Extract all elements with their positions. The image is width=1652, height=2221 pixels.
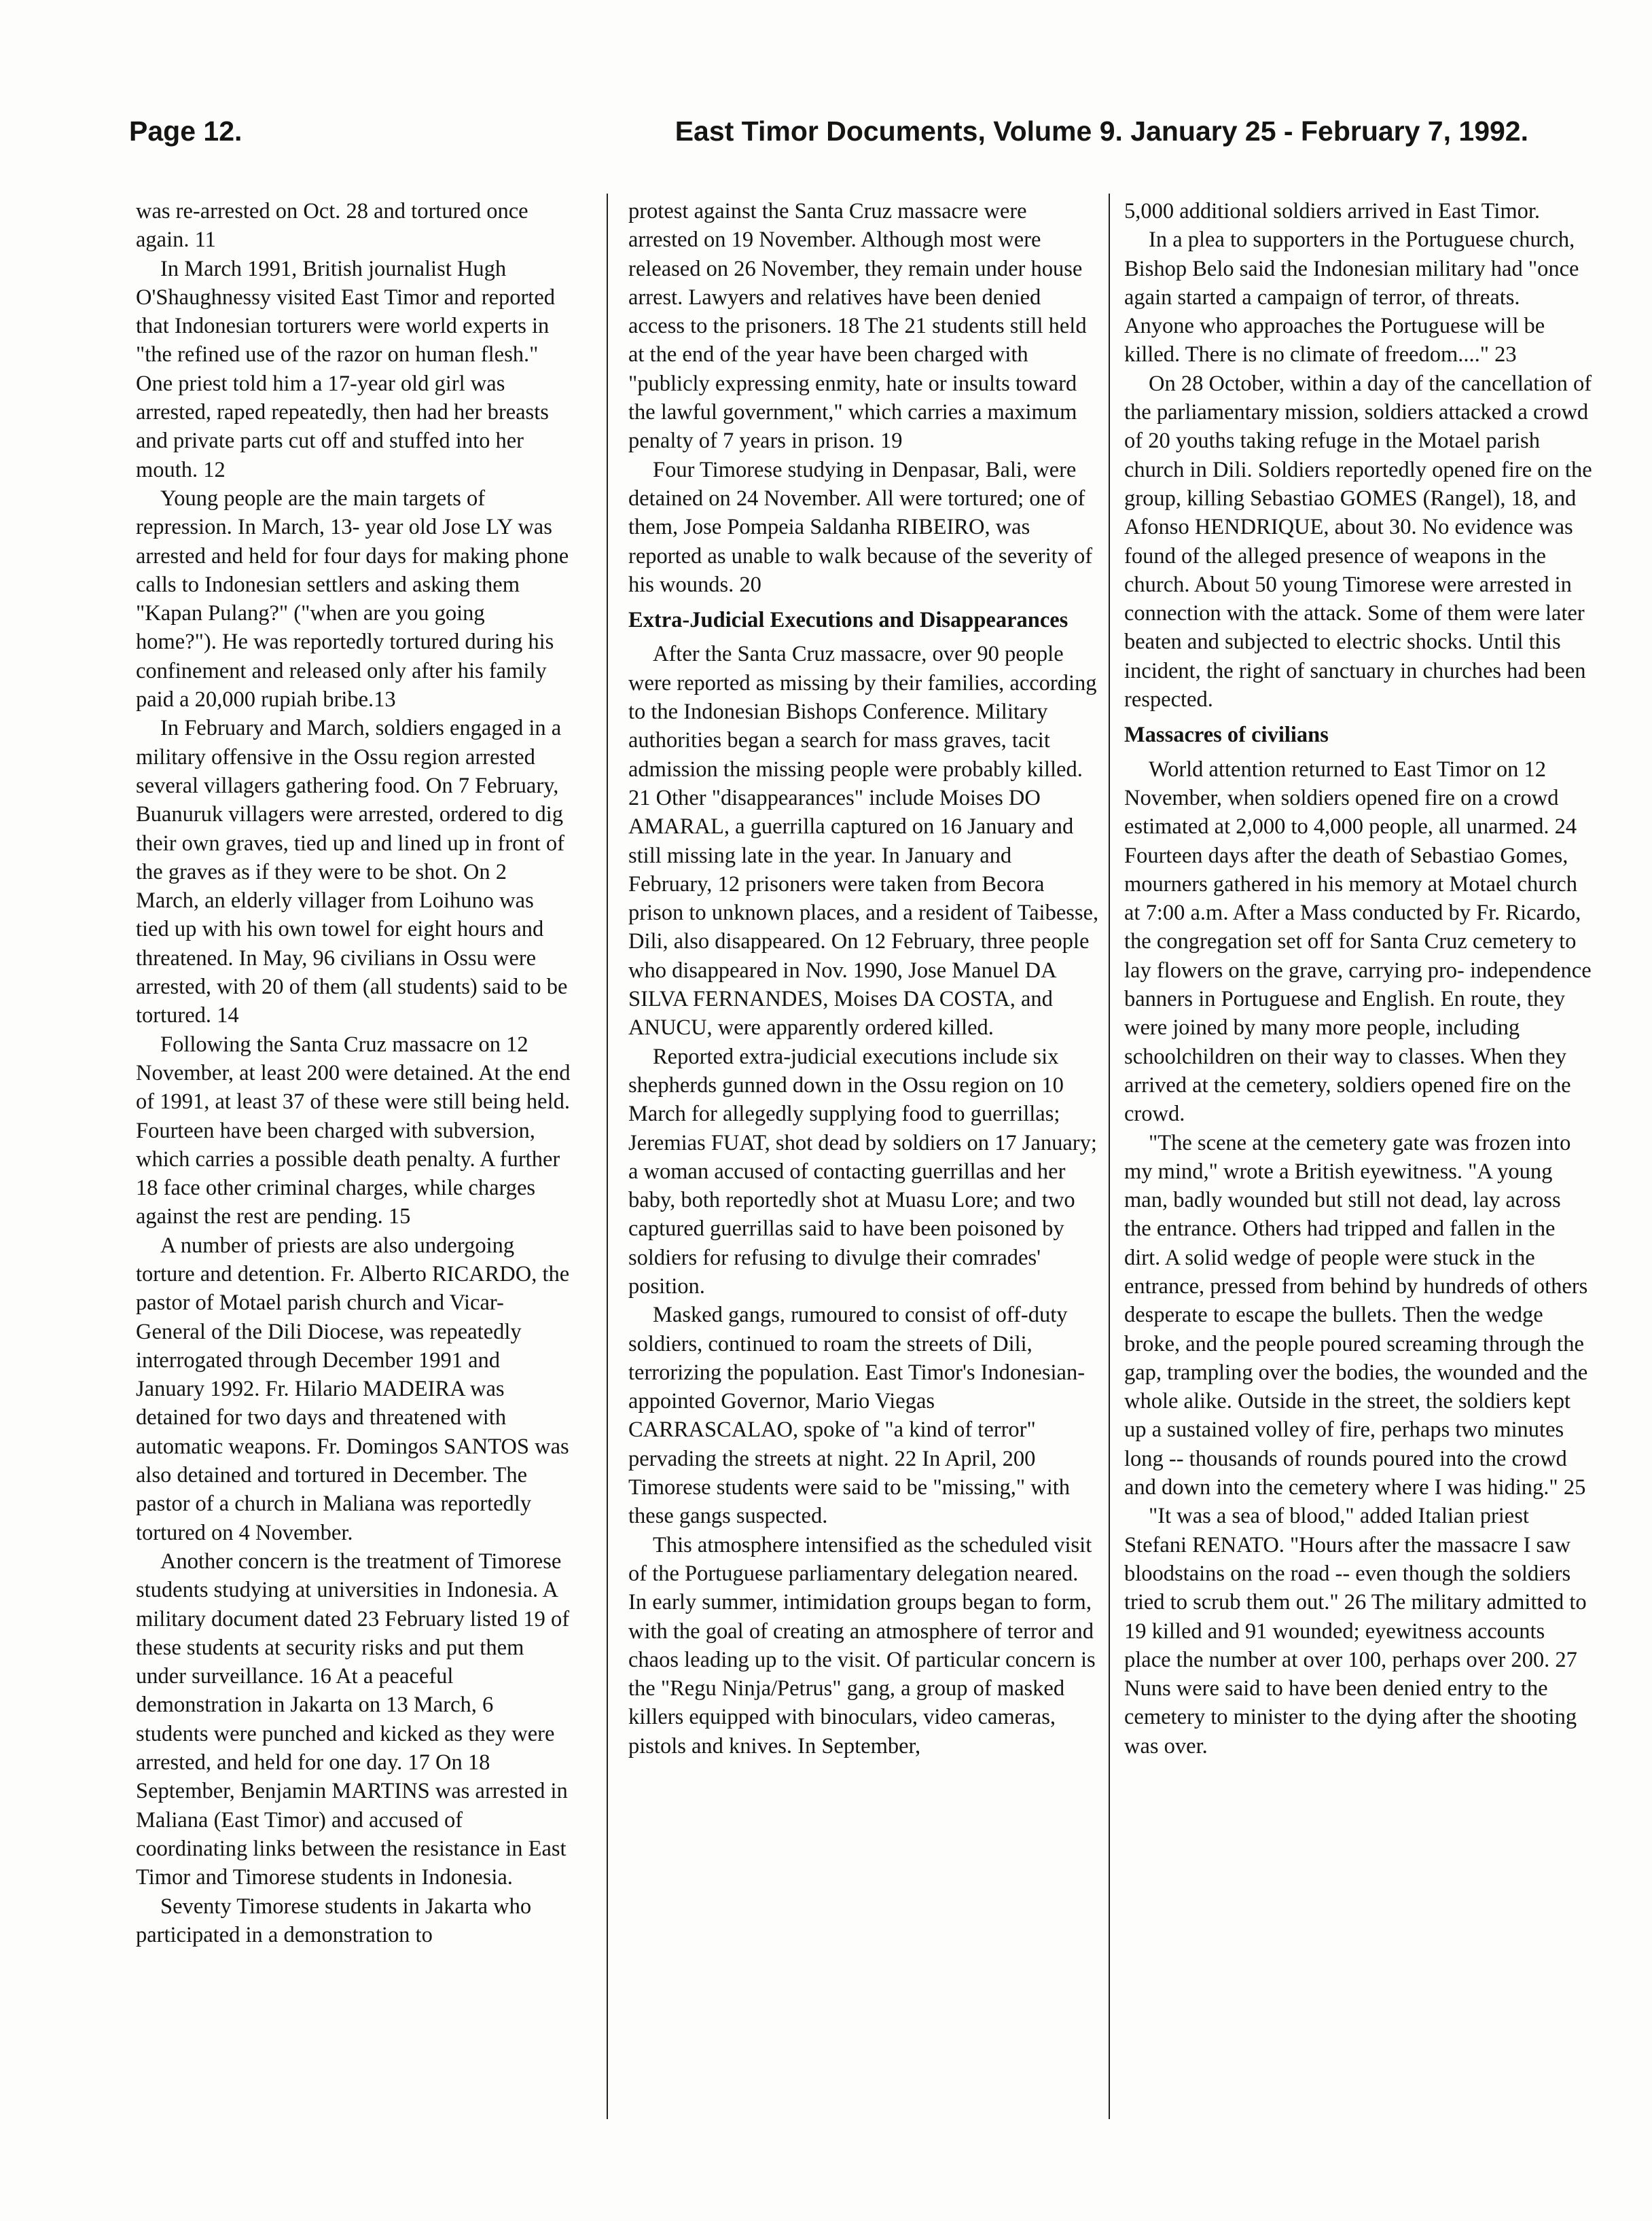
- paragraph: On 28 October, within a day of the cancellation of the parliamentary mission, soldiers attacked a crowd of 20 youths taking refuge in the Motael parish church in Dili. Soldiers reportedly opened fire on the group, killing Sebastiao GOMES (Rangel), 18, and Afonso HENDRIQUE, about 30. No evidence was found of the alleged presence of weapons in the church. About 50 young Timorese were arrested in connection with the attack. Some of them were later beaten and subjected to electric shocks. Until this incident, the right of sanctuary in churches had been respected.: [1124, 371, 1592, 712]
- paragraph: 5,000 additional soldiers arrived in East Timor.: [1124, 199, 1541, 223]
- paragraph: protest against the Santa Cruz massacre were arrested on 19 November. Although most were released on 26 November, they remain under house arrest. Lawyers and relatives have been denied access to the prisoners. 18 The 21 students still held at the end of the year have been charged with "publicly expressing enmity, hate or insults toward the lawful government," which carries a maximum penalty of 7 years in prison. 19: [628, 199, 1087, 454]
- paragraph: Four Timorese studying in Denpasar, Bali, were detained on 24 November. All were tortured; one of them, Jose Pompeia Saldanha RIBEIRO, was reported as unable to walk because of the severity of his wounds. 20: [628, 457, 1093, 597]
- page-header: [129, 107, 1528, 155]
- column-1: [136, 197, 571, 2119]
- paragraph: Seventy Timorese students in Jakarta who participated in a demonstration to: [136, 1894, 532, 1947]
- paragraph: Masked gangs, rumoured to consist of off-duty soldiers, continued to roam the streets of Dili, terrorizing the population. East Timor's Indonesian-appointed Governor, Mario Viegas CARRASCALAO, spoke of "a kind of terror" pervading the streets at night. 22 In April, 200 Timorese students were said to be "missing," with these gangs suspected.: [628, 1303, 1085, 1529]
- paragraph: "It was a sea of blood," added Italian priest Stefani RENATO. "Hours after the massacre I saw bloodstains on the road -- even though the soldiers tried to scrub them out." 26 The military admitted to 19 killed and 91 wounded; eyewitness accounts place the number at over 100, perhaps over 200. 27 Nuns were said to have been denied entry to the cemetery to minister to the dying after the shooting was over.: [1124, 1504, 1587, 1758]
- column-2: [628, 197, 1100, 2119]
- column-divider-1: [607, 194, 608, 2119]
- section-heading: Massacres of civilians: [1124, 723, 1329, 748]
- paragraph: was re-arrested on Oct. 28 and tortured once again. 11: [136, 199, 528, 253]
- paragraph: Young people are the main targets of repression. In March, 13- year old Jose LY was arrested and held for four days for making phone calls to Indonesian settlers and asking them "Kapan Pulang?" ("when are you going home?"). He was reportedly tortured during his confinement and released only after his family paid a 20,000 rupiah bribe.13: [136, 486, 569, 712]
- section-heading: Extra-Judicial Executions and Disappearances: [628, 608, 1069, 633]
- column-divider-2: [1109, 194, 1110, 2119]
- paragraph: In March 1991, British journalist Hugh O'Shaughnessy visited East Timor and reported that Indonesian torturers were world experts in "the refined use of the razor on human flesh." One priest told him a 17-year old girl was arrested, raped repeatedly, then had her breasts and private parts cut off and stuffed into her mouth. 12: [136, 256, 555, 482]
- paragraph: World attention returned to East Timor on 12 November, when soldiers opened fire on a crowd estimated at 2,000 to 4,000 people, all unarmed. 24 Fourteen days after the death of Sebastiao Gomes, mourners gathered in his memory at Motael church at 7:00 a.m. After a Mass conducted by Fr. Ricardo, the congregation set off for Santa Cruz cemetery to lay flowers on the grave, carrying pro- independence banners in Portuguese and English. En route, they were joined by many more people, including schoolchildren on their way to classes. When they arrived at the cemetery, soldiers opened fire on the crowd.: [1124, 757, 1592, 1127]
- paragraph: Following the Santa Cruz massacre on 12 November, at least 200 were detained. At the end of 1991, at least 37 of these were still being held. Fourteen have been charged with subversion, which carries a possible death penalty. A further 18 face other criminal charges, while charges against the rest are pending. 15: [136, 1032, 571, 1229]
- paragraph: In February and March, soldiers engaged in a military offensive in the Ossu region arrested several villagers gathering food. On 7 February, Buanuruk villagers were arrested, ordered to dig their own graves, tied up and lined up in front of the graves as if they were to be shot. On 2 March, an elderly villager from Loihuno was tied up with his own towel for eight hours and threatened. In May, 96 civilians in Ossu were arrested, with 20 of them (all students) said to be tortured. 14: [136, 716, 568, 1028]
- paragraph: Reported extra-judicial executions include six shepherds gunned down in the Ossu region on 10 March for allegedly supplying food to guerrillas; Jeremias FUAT, shot dead by soldiers on 17 January; a woman accused of contacting guerrillas and her baby, both reportedly shot at Muasu Lore; and two captured guerrillas said to have been poisoned by soldiers for refusing to divulge their comrades' position.: [628, 1044, 1097, 1299]
- paragraph: After the Santa Cruz massacre, over 90 people were reported as missing by their families, according to the Indonesian Bishops Conference. Military authorities began a search for mass graves, tacit admission the missing people were probably killed. 21 Other "disappearances" include Moises DO AMARAL, a guerrilla captured on 16 January and still missing late in the year. In January and February, 12 prisoners were taken from Becora prison to unknown places, and a resident of Taibesse, Dili, also disappeared. On 12 February, three people who disappeared in Nov. 1990, Jose Manuel DA SILVA FERNANDES, Moises DA COSTA, and ANUCU, were apparently ordered killed.: [628, 642, 1099, 1041]
- paragraph: "The scene at the cemetery gate was frozen into my mind," wrote a British eyewitness. "A young man, badly wounded but still not dead, lay across the entrance. Others had tripped and fallen in the dirt. A solid wedge of people were stuck in the entrance, pressed from behind by hundreds of others desperate to escape the bullets. Then the wedge broke, and the people poured screaming through the gap, trampling over the bodies, the wounded and the whole alike. Outside in the street, the soldiers kept up a sustained volley of fire, perhaps two minutes long -- thousands of rounds poured into the crowd and down into the cemetery where I was hiding." 25: [1124, 1130, 1588, 1500]
- column-3: [1124, 197, 1593, 2119]
- page-number: Page 12.: [129, 115, 243, 147]
- paragraph: Another concern is the treatment of Timorese students studying at universities in Indonesia. A military document dated 23 February listed 19 of these students at security risks and put them under surveillance. 16 At a peaceful demonstration in Jakarta on 13 March, 6 students were punched and kicked as they were arrested, and held for one day. 17 On 18 September, Benjamin MARTINS was arrested in Maliana (East Timor) and accused of coordinating links between the resistance in East Timor and Timorese students in Indonesia.: [136, 1549, 570, 1890]
- paragraph: This atmosphere intensified as the scheduled visit of the Portuguese parliamentary delegation neared. In early summer, intimidation groups began to form, with the goal of creating an atmosphere of terror and chaos leading up to the visit. Of particular concern is the "Regu Ninja/Petrus" gang, a group of masked killers equipped with binoculars, video cameras, pistols and knives. In September,: [628, 1532, 1096, 1758]
- paragraph: In a plea to supporters in the Portuguese church, Bishop Belo said the Indonesian military had "once again started a campaign of terror, of threats. Anyone who approaches the Portuguese will be killed. There is no climate of freedom...." 23: [1124, 228, 1579, 367]
- publication-title: East Timor Documents, Volume 9. January 25 - February 7, 1992.: [675, 115, 1528, 147]
- paragraph: A number of priests are also undergoing torture and detention. Fr. Alberto RICARDO, the pastor of Motael parish church and Vicar- General of the Dili Diocese, was repeatedly interrogated through December 1991 and January 1992. Fr. Hilario MADEIRA was detained for two days and threatened with automatic weapons. Fr. Domingos SANTOS was also detained and tortured in December. The pastor of a church in Maliana was reportedly tortured on 4 November.: [136, 1233, 570, 1545]
